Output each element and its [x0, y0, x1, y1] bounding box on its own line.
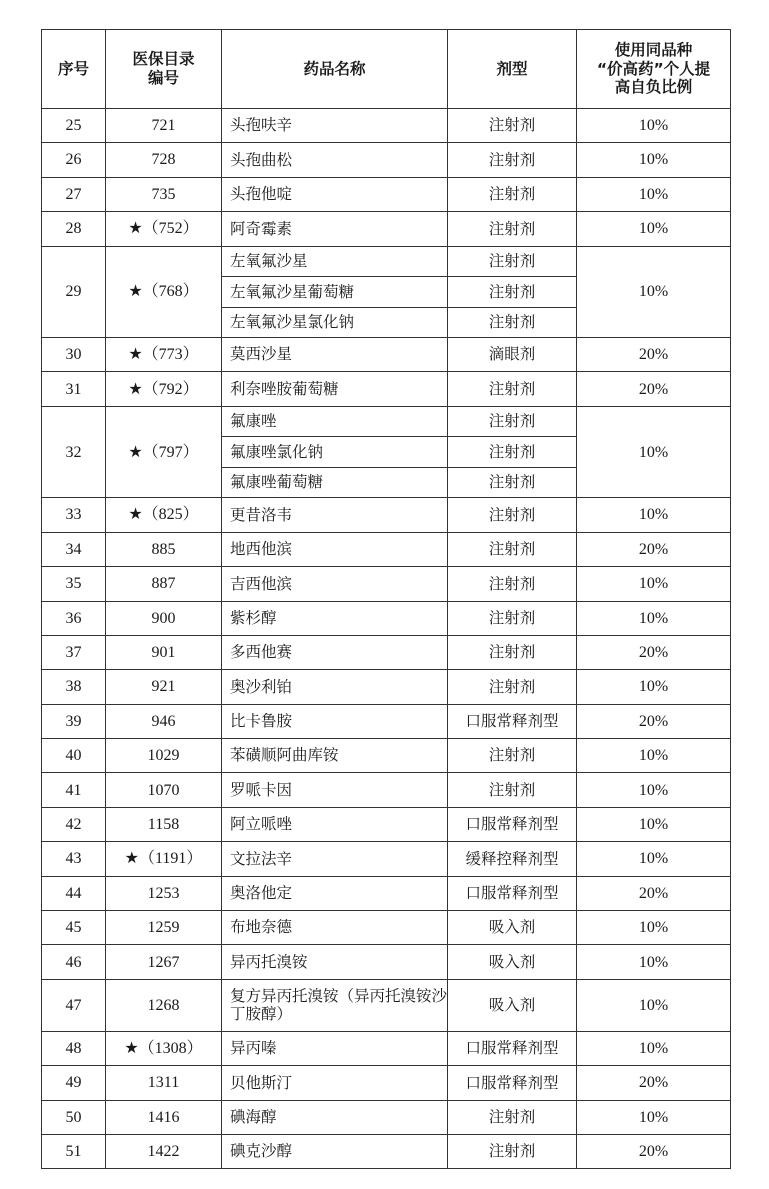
cell-seq: 42 [42, 807, 106, 841]
cell-dosage-form: 口服常释剂型 [448, 1031, 577, 1065]
table-row [42, 704, 731, 738]
cell-seq: 32 [42, 406, 106, 498]
cell-copay-ratio: 20% [577, 1066, 731, 1100]
cell-seq: 46 [42, 945, 106, 979]
cell-copay-ratio: 10% [577, 773, 731, 807]
cell-seq: 41 [42, 773, 106, 807]
cell-catalog-code: 1259 [106, 911, 222, 945]
table-body [42, 109, 731, 1169]
cell-drug-name: 氟康唑葡萄糖 [222, 467, 448, 498]
header-seq: 序号 [42, 30, 106, 109]
cell-catalog-code: 1416 [106, 1100, 222, 1134]
cell-dosage-form: 缓释控释剂型 [448, 842, 577, 876]
header-drug-name: 药品名称 [222, 30, 448, 109]
cell-dosage-form: 吸入剂 [448, 979, 577, 1031]
cell-copay-ratio: 10% [577, 406, 731, 498]
cell-copay-ratio: 10% [577, 842, 731, 876]
cell-seq: 43 [42, 842, 106, 876]
table-row [42, 773, 731, 807]
cell-dosage-form: 滴眼剂 [448, 338, 577, 372]
cell-catalog-code: ★（773） [106, 338, 222, 372]
cell-dosage-form: 口服常释剂型 [448, 876, 577, 910]
cell-catalog-code: 1253 [106, 876, 222, 910]
cell-copay-ratio: 10% [577, 212, 731, 246]
cell-dosage-form: 注射剂 [448, 635, 577, 669]
cell-seq: 28 [42, 212, 106, 246]
cell-drug-name: 紫杉醇 [222, 601, 448, 635]
cell-catalog-code: ★（752） [106, 212, 222, 246]
table-row [42, 498, 731, 532]
cell-seq: 47 [42, 979, 106, 1031]
cell-dosage-form: 注射剂 [448, 467, 577, 498]
table-row [42, 670, 731, 704]
cell-drug-name: 奥沙利铂 [222, 670, 448, 704]
cell-seq: 48 [42, 1031, 106, 1065]
cell-drug-name: 阿奇霉素 [222, 212, 448, 246]
cell-catalog-code: 885 [106, 532, 222, 566]
cell-copay-ratio: 20% [577, 1134, 731, 1168]
cell-catalog-code: ★（825） [106, 498, 222, 532]
cell-dosage-form: 口服常释剂型 [448, 704, 577, 738]
cell-seq: 44 [42, 876, 106, 910]
cell-dosage-form: 吸入剂 [448, 945, 577, 979]
cell-copay-ratio: 10% [577, 911, 731, 945]
cell-drug-name: 阿立哌唑 [222, 807, 448, 841]
cell-drug-name: 头孢曲松 [222, 143, 448, 177]
cell-drug-name: 更昔洛韦 [222, 498, 448, 532]
cell-catalog-code: ★（768） [106, 246, 222, 338]
table-row [42, 979, 731, 1031]
cell-seq: 36 [42, 601, 106, 635]
cell-catalog-code: 1029 [106, 739, 222, 773]
cell-copay-ratio: 10% [577, 945, 731, 979]
cell-seq: 31 [42, 372, 106, 406]
cell-catalog-code: 1158 [106, 807, 222, 841]
cell-copay-ratio: 10% [577, 1100, 731, 1134]
cell-copay-ratio: 10% [577, 567, 731, 601]
cell-catalog-code: 735 [106, 177, 222, 211]
cell-copay-ratio: 20% [577, 338, 731, 372]
cell-catalog-code: 1268 [106, 979, 222, 1031]
cell-dosage-form: 注射剂 [448, 177, 577, 211]
cell-copay-ratio: 20% [577, 372, 731, 406]
cell-drug-name: 左氧氟沙星葡萄糖 [222, 277, 448, 308]
cell-dosage-form: 吸入剂 [448, 911, 577, 945]
cell-dosage-form: 注射剂 [448, 670, 577, 704]
cell-seq: 45 [42, 911, 106, 945]
cell-drug-name: 碘克沙醇 [222, 1134, 448, 1168]
cell-copay-ratio: 20% [577, 635, 731, 669]
cell-drug-name: 布地奈德 [222, 911, 448, 945]
cell-copay-ratio: 10% [577, 109, 731, 143]
table-row [42, 109, 731, 143]
table-row [42, 635, 731, 669]
cell-catalog-code: 728 [106, 143, 222, 177]
cell-copay-ratio: 10% [577, 670, 731, 704]
cell-drug-name: 利奈唑胺葡萄糖 [222, 372, 448, 406]
table-header-row [42, 30, 731, 109]
cell-seq: 25 [42, 109, 106, 143]
cell-dosage-form: 注射剂 [448, 1100, 577, 1134]
table-row [42, 601, 731, 635]
cell-seq: 34 [42, 532, 106, 566]
table-row [42, 143, 731, 177]
cell-drug-name: 左氧氟沙星 [222, 246, 448, 277]
table-row [42, 177, 731, 211]
cell-dosage-form: 注射剂 [448, 532, 577, 566]
cell-drug-name: 苯磺顺阿曲库铵 [222, 739, 448, 773]
cell-seq: 50 [42, 1100, 106, 1134]
document-page [41, 29, 731, 1169]
cell-seq: 29 [42, 246, 106, 338]
cell-catalog-code: ★（1308） [106, 1031, 222, 1065]
cell-catalog-code: 1422 [106, 1134, 222, 1168]
cell-drug-name: 复方异丙托溴铵（异丙托溴铵沙丁胺醇） [222, 979, 448, 1031]
cell-drug-name: 左氧氟沙星氯化钠 [222, 307, 448, 338]
cell-dosage-form: 口服常释剂型 [448, 807, 577, 841]
cell-dosage-form: 注射剂 [448, 773, 577, 807]
cell-dosage-form: 注射剂 [448, 498, 577, 532]
cell-drug-name: 文拉法辛 [222, 842, 448, 876]
table-row [42, 532, 731, 566]
cell-drug-name: 头孢呋辛 [222, 109, 448, 143]
cell-drug-name: 碘海醇 [222, 1100, 448, 1134]
cell-seq: 38 [42, 670, 106, 704]
cell-drug-name: 多西他赛 [222, 635, 448, 669]
cell-catalog-code: 721 [106, 109, 222, 143]
cell-catalog-code: 1070 [106, 773, 222, 807]
cell-dosage-form: 注射剂 [448, 1134, 577, 1168]
cell-seq: 51 [42, 1134, 106, 1168]
cell-seq: 49 [42, 1066, 106, 1100]
table-row [42, 876, 731, 910]
table-row [42, 406, 731, 437]
cell-drug-name: 吉西他滨 [222, 567, 448, 601]
cell-copay-ratio: 20% [577, 704, 731, 738]
drug-price-table [41, 29, 731, 1169]
cell-drug-name: 莫西沙星 [222, 338, 448, 372]
cell-drug-name: 氟康唑 [222, 406, 448, 437]
cell-seq: 35 [42, 567, 106, 601]
table-row [42, 1134, 731, 1168]
cell-catalog-code: 901 [106, 635, 222, 669]
cell-copay-ratio: 20% [577, 876, 731, 910]
cell-dosage-form: 注射剂 [448, 307, 577, 338]
cell-copay-ratio: 10% [577, 601, 731, 635]
cell-copay-ratio: 10% [577, 498, 731, 532]
table-row [42, 911, 731, 945]
cell-copay-ratio: 10% [577, 143, 731, 177]
cell-dosage-form: 注射剂 [448, 437, 577, 468]
cell-catalog-code: ★（792） [106, 372, 222, 406]
cell-copay-ratio: 10% [577, 979, 731, 1031]
table-row [42, 338, 731, 372]
cell-dosage-form: 口服常释剂型 [448, 1066, 577, 1100]
table-row [42, 212, 731, 246]
cell-seq: 27 [42, 177, 106, 211]
cell-dosage-form: 注射剂 [448, 109, 577, 143]
table-row [42, 246, 731, 277]
cell-seq: 39 [42, 704, 106, 738]
table-row [42, 1066, 731, 1100]
cell-dosage-form: 注射剂 [448, 406, 577, 437]
cell-copay-ratio: 10% [577, 177, 731, 211]
cell-dosage-form: 注射剂 [448, 277, 577, 308]
cell-copay-ratio: 10% [577, 739, 731, 773]
cell-dosage-form: 注射剂 [448, 372, 577, 406]
cell-drug-name: 氟康唑氯化钠 [222, 437, 448, 468]
cell-seq: 33 [42, 498, 106, 532]
table-row [42, 842, 731, 876]
cell-seq: 26 [42, 143, 106, 177]
header-code: 医保目录 编号 [106, 30, 222, 109]
cell-copay-ratio: 10% [577, 246, 731, 338]
header-copay-ratio: 使用同品种 “价高药”个人提 高自负比例 [577, 30, 731, 109]
cell-catalog-code: 921 [106, 670, 222, 704]
table-row [42, 739, 731, 773]
table-row [42, 807, 731, 841]
header-dosage-form: 剂型 [448, 30, 577, 109]
table-row [42, 945, 731, 979]
cell-seq: 40 [42, 739, 106, 773]
cell-dosage-form: 注射剂 [448, 212, 577, 246]
cell-copay-ratio: 10% [577, 807, 731, 841]
cell-dosage-form: 注射剂 [448, 739, 577, 773]
cell-dosage-form: 注射剂 [448, 143, 577, 177]
cell-drug-name: 贝他斯汀 [222, 1066, 448, 1100]
cell-catalog-code: 900 [106, 601, 222, 635]
cell-catalog-code: ★（797） [106, 406, 222, 498]
cell-dosage-form: 注射剂 [448, 567, 577, 601]
cell-drug-name: 异丙嗪 [222, 1031, 448, 1065]
cell-drug-name: 地西他滨 [222, 532, 448, 566]
cell-seq: 30 [42, 338, 106, 372]
table-row [42, 1031, 731, 1065]
cell-drug-name: 异丙托溴铵 [222, 945, 448, 979]
table-row [42, 567, 731, 601]
cell-catalog-code: 1267 [106, 945, 222, 979]
cell-dosage-form: 注射剂 [448, 246, 577, 277]
cell-dosage-form: 注射剂 [448, 601, 577, 635]
cell-catalog-code: ★（1191） [106, 842, 222, 876]
cell-copay-ratio: 20% [577, 532, 731, 566]
cell-catalog-code: 887 [106, 567, 222, 601]
cell-drug-name: 头孢他啶 [222, 177, 448, 211]
cell-copay-ratio: 10% [577, 1031, 731, 1065]
cell-drug-name: 罗哌卡因 [222, 773, 448, 807]
cell-catalog-code: 1311 [106, 1066, 222, 1100]
cell-seq: 37 [42, 635, 106, 669]
cell-catalog-code: 946 [106, 704, 222, 738]
table-row [42, 1100, 731, 1134]
cell-drug-name: 奥洛他定 [222, 876, 448, 910]
cell-drug-name: 比卡鲁胺 [222, 704, 448, 738]
table-row [42, 372, 731, 406]
